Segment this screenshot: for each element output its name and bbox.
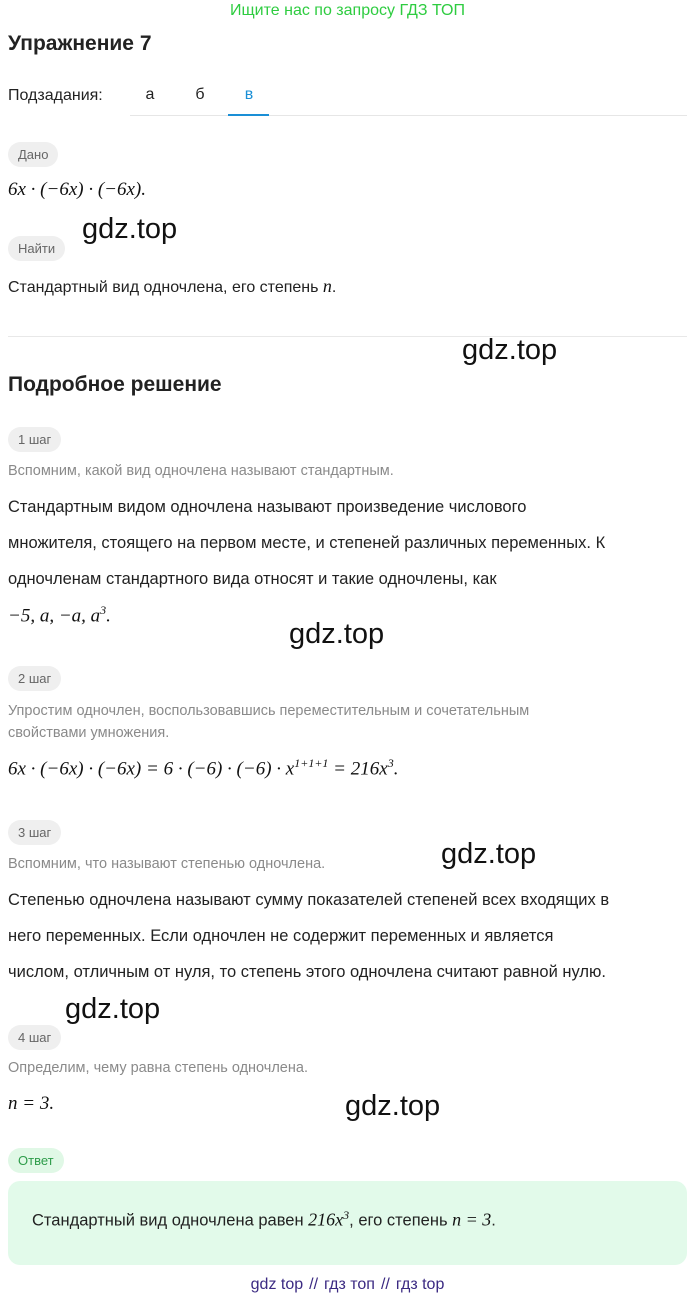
step-2-chip-wrap: [8, 666, 61, 691]
step-4-chip: 4 шаг: [8, 1025, 61, 1050]
step-1-hint: Вспомним, какой вид одночлена называют стандартным.: [8, 463, 394, 479]
given-section: [8, 142, 58, 167]
step-4-hint: Определим, чему равна степень одночлена.: [8, 1060, 308, 1076]
find-text-after: .: [331, 279, 337, 296]
find-var: n: [322, 276, 332, 296]
step-3-line-1: Степенью одночлена называют сумму показателей степеней всех входящих в: [8, 891, 610, 909]
given-chip: Дано: [8, 142, 58, 167]
step-2-math-sup1: 1+1+1: [294, 756, 329, 770]
step-2-math: [8, 756, 398, 780]
tab-v[interactable]: в: [244, 86, 254, 103]
step-1-line-3: одночленам стандартного вида относят и такие одночлены, как: [8, 570, 497, 588]
step-1-math-main: −5, a, −a, a: [8, 605, 101, 627]
step-3-hint: Вспомним, что называют степенью одночлена.: [8, 856, 326, 872]
given-expression: 6x · (−6x) · (−6x).: [8, 179, 147, 200]
footer-link-2[interactable]: гдз топ: [324, 1276, 375, 1293]
section-divider: [8, 336, 687, 337]
find-chip: Найти: [8, 236, 65, 261]
step-2-math-sup2: 3: [387, 756, 394, 770]
step-3-line-2: него переменных. Если одночлен не содержит переменных и является: [8, 927, 554, 945]
solution-title: Подробное решение: [8, 373, 222, 396]
find-text: [8, 276, 336, 297]
watermark: gdz.top: [65, 993, 161, 1025]
step-2-hint-line-2: свойствами умножения.: [8, 725, 170, 741]
step-3-chip-wrap: [8, 820, 61, 845]
subtasks-label: Подзадания:: [8, 87, 103, 104]
step-2-chip: 2 шаг: [8, 666, 61, 691]
answer-text-before: Стандартный вид одночлена равен: [32, 1211, 309, 1230]
step-2-hint-line-1: Упростим одночлен, воспользовавшись переместительным и сочетательным: [8, 703, 530, 719]
footer-links: [0, 1276, 695, 1294]
step-4-math: n = 3.: [8, 1093, 55, 1114]
step-3-chip: 3 шаг: [8, 820, 61, 845]
step-2-math-left: 6x · (−6x) · (−6x) = 6 · (−6) · (−6) · x: [8, 758, 295, 780]
answer-chip-wrap: [8, 1148, 64, 1173]
answer-text: [32, 1208, 496, 1231]
answer-expr: 216x: [308, 1209, 344, 1230]
answer-chip: Ответ: [8, 1148, 64, 1173]
find-text-before: Стандартный вид одночлена, его степень: [8, 279, 323, 296]
tab-a[interactable]: а: [145, 86, 155, 103]
answer-expr-sup: 3: [343, 1208, 350, 1222]
footer-separator: //: [380, 1276, 390, 1293]
page-title: Упражнение 7: [8, 32, 152, 55]
watermark: gdz.top: [462, 334, 558, 366]
step-2-hint: [8, 700, 529, 744]
watermark: gdz.top: [289, 618, 385, 650]
answer-expr2: n = 3: [452, 1209, 492, 1230]
step-1-math-sup: 3: [100, 603, 107, 617]
step-2-math-mid: = 216x: [328, 758, 388, 780]
step-4-chip-wrap: [8, 1025, 61, 1050]
step-1-chip-wrap: [8, 427, 61, 452]
footer-link-3[interactable]: гдз top: [395, 1276, 445, 1293]
tabs-divider: [130, 115, 687, 116]
footer-separator: //: [309, 1276, 319, 1293]
step-1-text: [8, 489, 688, 597]
step-1-math: [8, 603, 111, 627]
step-1-math-after: .: [106, 605, 111, 627]
tab-b[interactable]: б: [195, 86, 205, 103]
active-tab-indicator: [228, 114, 269, 116]
step-1-line-1: Стандартным видом одночлена называют произведение числового: [8, 498, 527, 516]
promo-banner[interactable]: Ищите нас по запросу ГДЗ ТОП: [230, 2, 465, 19]
step-3-text: [8, 882, 688, 990]
step-1-chip: 1 шаг: [8, 427, 61, 452]
watermark: gdz.top: [82, 213, 178, 245]
watermark: gdz.top: [441, 838, 537, 870]
answer-text-after: .: [491, 1211, 496, 1230]
footer-link-1[interactable]: gdz top: [250, 1276, 304, 1293]
answer-text-mid: , его степень: [349, 1211, 453, 1230]
watermark: gdz.top: [345, 1090, 441, 1122]
step-2-math-after: .: [393, 758, 399, 780]
find-section: [8, 236, 65, 261]
step-1-line-2: множителя, стоящего на первом месте, и степеней различных переменных. К: [8, 534, 606, 552]
step-3-line-3: числом, отличным от нуля, то степень этого одночлена считают равной нулю.: [8, 963, 606, 981]
